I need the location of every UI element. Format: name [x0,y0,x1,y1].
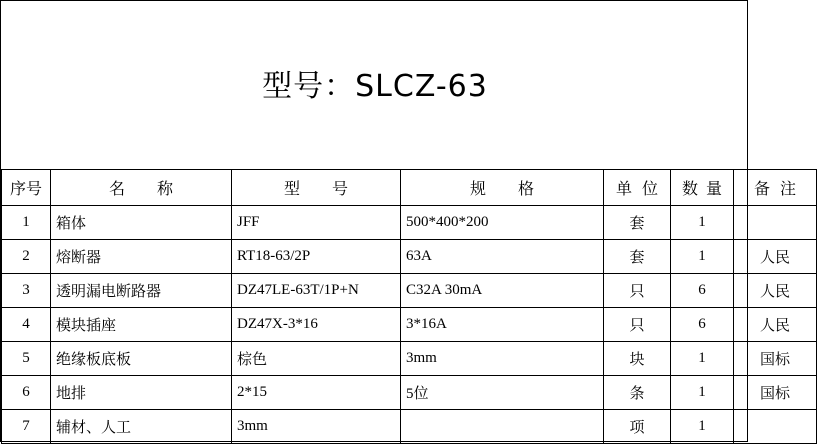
column-header-spec: 规 格 [401,170,604,206]
cell-qty: 1 [671,410,734,444]
column-header-name: 名 称 [51,170,232,206]
cell-model: JFF [232,206,401,240]
cell-note [734,410,817,444]
cell-no: 2 [2,240,51,274]
cell-note: 国标 [734,376,817,410]
cell-spec: 500*400*200 [401,206,604,240]
cell-name: 绝缘板底板 [51,342,232,376]
cell-spec [401,410,604,444]
cell-unit: 只 [604,308,671,342]
cell-spec: 3mm [401,342,604,376]
cell-note: 国标 [734,342,817,376]
spec-table [1,169,817,444]
cell-no: 1 [2,206,51,240]
cell-qty: 6 [671,308,734,342]
cell-no: 7 [2,410,51,444]
cell-note: 人民 [734,240,817,274]
cell-no: 3 [2,274,51,308]
cell-unit: 套 [604,240,671,274]
cell-qty: 1 [671,240,734,274]
table-header-row [2,170,817,206]
cell-model: DZ47X-3*16 [232,308,401,342]
cell-name: 透明漏电断路器 [51,274,232,308]
table-row [2,376,817,410]
cell-unit: 只 [604,274,671,308]
cell-spec: C32A 30mA [401,274,604,308]
cell-model: DZ47LE-63T/1P+N [232,274,401,308]
cell-name: 模块插座 [51,308,232,342]
cell-spec: 5位 [401,376,604,410]
cell-model: 棕色 [232,342,401,376]
column-header-note: 备 注 [734,170,817,206]
cell-qty: 1 [671,342,734,376]
cell-spec: 63A [401,240,604,274]
cell-qty: 1 [671,376,734,410]
cell-name: 箱体 [51,206,232,240]
cell-no: 5 [2,342,51,376]
cell-unit: 套 [604,206,671,240]
page-title: 型号：SLCZ-63 [262,69,488,104]
column-header-model: 型 号 [232,170,401,206]
cell-note: 人民 [734,274,817,308]
column-header-unit: 单 位 [604,170,671,206]
table-row [2,274,817,308]
cell-model: 2*15 [232,376,401,410]
table-row [2,342,817,376]
cell-name: 地排 [51,376,232,410]
column-header-qty: 数 量 [671,170,734,206]
cell-spec: 3*16A [401,308,604,342]
spec-table-container [1,169,799,444]
cell-qty: 6 [671,274,734,308]
cell-qty: 1 [671,206,734,240]
cell-name: 辅材、人工 [51,410,232,444]
table-row [2,410,817,444]
table-row [2,206,817,240]
cell-note [734,206,817,240]
table-row [2,240,817,274]
cell-no: 4 [2,308,51,342]
cell-model: 3mm [232,410,401,444]
cell-unit: 项 [604,410,671,444]
cell-note: 人民 [734,308,817,342]
cell-model: RT18-63/2P [232,240,401,274]
table-row [2,308,817,342]
cell-unit: 块 [604,342,671,376]
cell-no: 6 [2,376,51,410]
cell-unit: 条 [604,376,671,410]
cell-name: 熔断器 [51,240,232,274]
column-header-no: 序号 [2,170,51,206]
